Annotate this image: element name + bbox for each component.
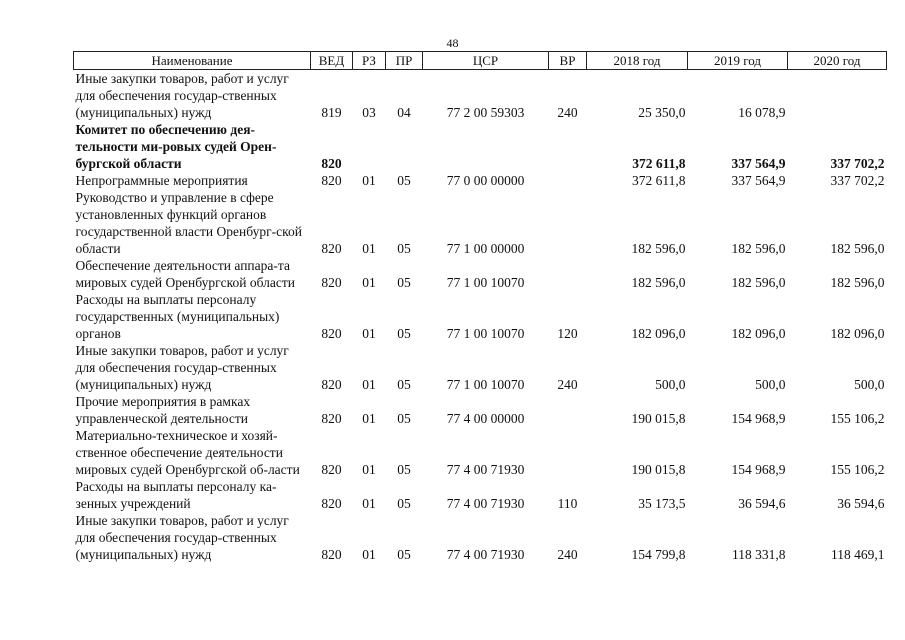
header-name: Наименование [74, 52, 311, 70]
header-2018: 2018 год [587, 52, 688, 70]
cell-2020: 155 106,2 [830, 462, 885, 477]
cell-2018: 182 096,0 [631, 326, 686, 341]
cell-rz: 01 [362, 547, 376, 562]
cell-csr: 77 1 00 00000 [446, 241, 525, 256]
cell-2020: 36 594,6 [837, 496, 885, 511]
cell-vr: 240 [557, 547, 578, 562]
table-row [74, 189, 887, 257]
cell-name: Прочие мероприятия в рамках управленческой деятельности [75, 394, 251, 426]
cell-rz: 01 [362, 411, 376, 426]
cell-2019: 154 968,9 [731, 462, 786, 477]
cell-vr [549, 257, 587, 291]
cell-pr: 05 [397, 241, 411, 256]
cell-name: Иные закупки товаров, работ и услуг для обеспечения государ-ственных (муниципальных) нужд [75, 71, 289, 120]
cell-name: Расходы на выплаты персоналу ка-зенных учреждений [75, 479, 277, 511]
cell-pr: 05 [397, 496, 411, 511]
cell-2018: 154 799,8 [631, 547, 686, 562]
cell-vr: 240 [557, 105, 578, 120]
table-row [74, 172, 887, 189]
header-pr: ПР [386, 52, 423, 70]
cell-2020: 182 596,0 [830, 275, 885, 290]
table-row [74, 121, 887, 172]
cell-vr: 240 [557, 377, 578, 392]
table-row [74, 291, 887, 342]
cell-csr: 77 1 00 10070 [446, 377, 525, 392]
cell-2020: 500,0 [854, 377, 885, 392]
cell-2019: 337 564,9 [731, 156, 786, 171]
header-2019: 2019 год [688, 52, 788, 70]
cell-2019: 500,0 [755, 377, 786, 392]
table-header-row [74, 52, 887, 70]
header-csr: ЦСР [423, 52, 549, 70]
cell-2018: 190 015,8 [631, 462, 686, 477]
cell-2019: 36 594,6 [738, 496, 786, 511]
cell-2020: 182 596,0 [830, 241, 885, 256]
cell-ved: 820 [321, 326, 342, 341]
header-vr: ВР [549, 52, 587, 70]
header-rz: РЗ [353, 52, 386, 70]
cell-name: Руководство и управление в сфере установленных функций органов государственной власти Оренбург-ской области [75, 190, 302, 256]
cell-2018: 372 611,8 [632, 156, 686, 171]
cell-ved: 820 [321, 411, 342, 426]
cell-pr: 05 [397, 462, 411, 477]
cell-ved: 820 [321, 496, 342, 511]
cell-vr [549, 189, 587, 257]
cell-rz: 01 [362, 462, 376, 477]
cell-2020: 118 469,1 [831, 547, 885, 562]
cell-2019: 337 564,9 [731, 173, 786, 188]
cell-rz: 01 [362, 241, 376, 256]
cell-2019: 154 968,9 [731, 411, 786, 426]
table-row [74, 70, 887, 122]
cell-pr: 05 [397, 411, 411, 426]
cell-2020: 337 702,2 [830, 173, 885, 188]
header-ved: ВЕД [311, 52, 353, 70]
cell-name: Иные закупки товаров, работ и услуг для обеспечения государ-ственных (муниципальных) нужд [75, 343, 289, 392]
cell-vr: 120 [557, 326, 578, 341]
cell-csr: 77 0 00 00000 [446, 173, 525, 188]
cell-pr: 04 [397, 105, 411, 120]
cell-rz: 03 [362, 105, 376, 120]
cell-pr: 05 [397, 377, 411, 392]
cell-vr [549, 121, 587, 172]
cell-pr: 05 [397, 173, 411, 188]
cell-2018: 35 173,5 [638, 496, 686, 511]
cell-2019: 118 331,8 [732, 547, 786, 562]
cell-rz: 01 [362, 326, 376, 341]
table-row [74, 512, 887, 563]
table-row [74, 427, 887, 478]
cell-rz: 01 [362, 496, 376, 511]
cell-2018: 500,0 [655, 377, 686, 392]
cell-ved: 820 [321, 173, 342, 188]
cell-vr: 110 [557, 496, 578, 511]
cell-2020: 337 702,2 [830, 156, 885, 171]
cell-2018: 25 350,0 [638, 105, 686, 120]
cell-ved: 820 [321, 462, 342, 477]
cell-name: Комитет по обеспечению дея-тельности ми-ровых судей Орен-бургской области [75, 122, 277, 171]
cell-rz [353, 121, 386, 172]
cell-pr: 05 [397, 547, 411, 562]
cell-2018: 190 015,8 [631, 411, 686, 426]
cell-rz: 01 [362, 275, 376, 290]
cell-rz: 01 [362, 173, 376, 188]
cell-name: Иные закупки товаров, работ и услуг для обеспечения государ-ственных (муниципальных) нужд [75, 513, 289, 562]
cell-name: Непрограммные мероприятия [75, 173, 248, 188]
cell-csr: 77 1 00 10070 [446, 275, 525, 290]
budget-table [73, 51, 887, 563]
table-body [74, 70, 887, 564]
cell-pr [386, 121, 423, 172]
page-number: 48 [446, 36, 459, 50]
cell-2020: 155 106,2 [830, 411, 885, 426]
cell-csr: 77 4 00 00000 [446, 411, 525, 426]
cell-2018: 182 596,0 [631, 241, 686, 256]
cell-csr [423, 121, 549, 172]
cell-pr: 05 [397, 326, 411, 341]
cell-2020 [788, 70, 887, 122]
cell-vr [549, 393, 587, 427]
table-row [74, 393, 887, 427]
table-row [74, 342, 887, 393]
cell-name: Материально-техническое и хозяй-ственное обеспечение деятельности мировых судей Оренбургской об-ласти [75, 428, 300, 477]
cell-pr: 05 [397, 275, 411, 290]
cell-csr: 77 2 00 59303 [446, 105, 525, 120]
cell-rz: 01 [362, 377, 376, 392]
header-2020: 2020 год [788, 52, 887, 70]
cell-csr: 77 4 00 71930 [446, 462, 525, 477]
table-row [74, 257, 887, 291]
cell-2019: 182 596,0 [731, 275, 786, 290]
cell-vr [549, 172, 587, 189]
cell-2019: 182 096,0 [731, 326, 786, 341]
cell-2019: 182 596,0 [731, 241, 786, 256]
cell-csr: 77 4 00 71930 [446, 496, 525, 511]
cell-ved: 820 [321, 547, 342, 562]
cell-name: Обеспечение деятельности аппара-та мировых судей Оренбургской области [75, 258, 295, 290]
cell-ved: 819 [321, 105, 342, 120]
cell-ved: 820 [321, 156, 342, 171]
cell-vr [549, 427, 587, 478]
cell-ved: 820 [321, 241, 342, 256]
cell-ved: 820 [321, 275, 342, 290]
cell-2019: 16 078,9 [738, 105, 786, 120]
cell-2018: 182 596,0 [631, 275, 686, 290]
cell-name: Расходы на выплаты персоналу государственных (муниципальных) органов [75, 292, 280, 341]
cell-2018: 372 611,8 [632, 173, 686, 188]
table-row [74, 478, 887, 512]
cell-csr: 77 1 00 10070 [446, 326, 525, 341]
cell-2020: 182 096,0 [830, 326, 885, 341]
cell-csr: 77 4 00 71930 [446, 547, 525, 562]
cell-ved: 820 [321, 377, 342, 392]
